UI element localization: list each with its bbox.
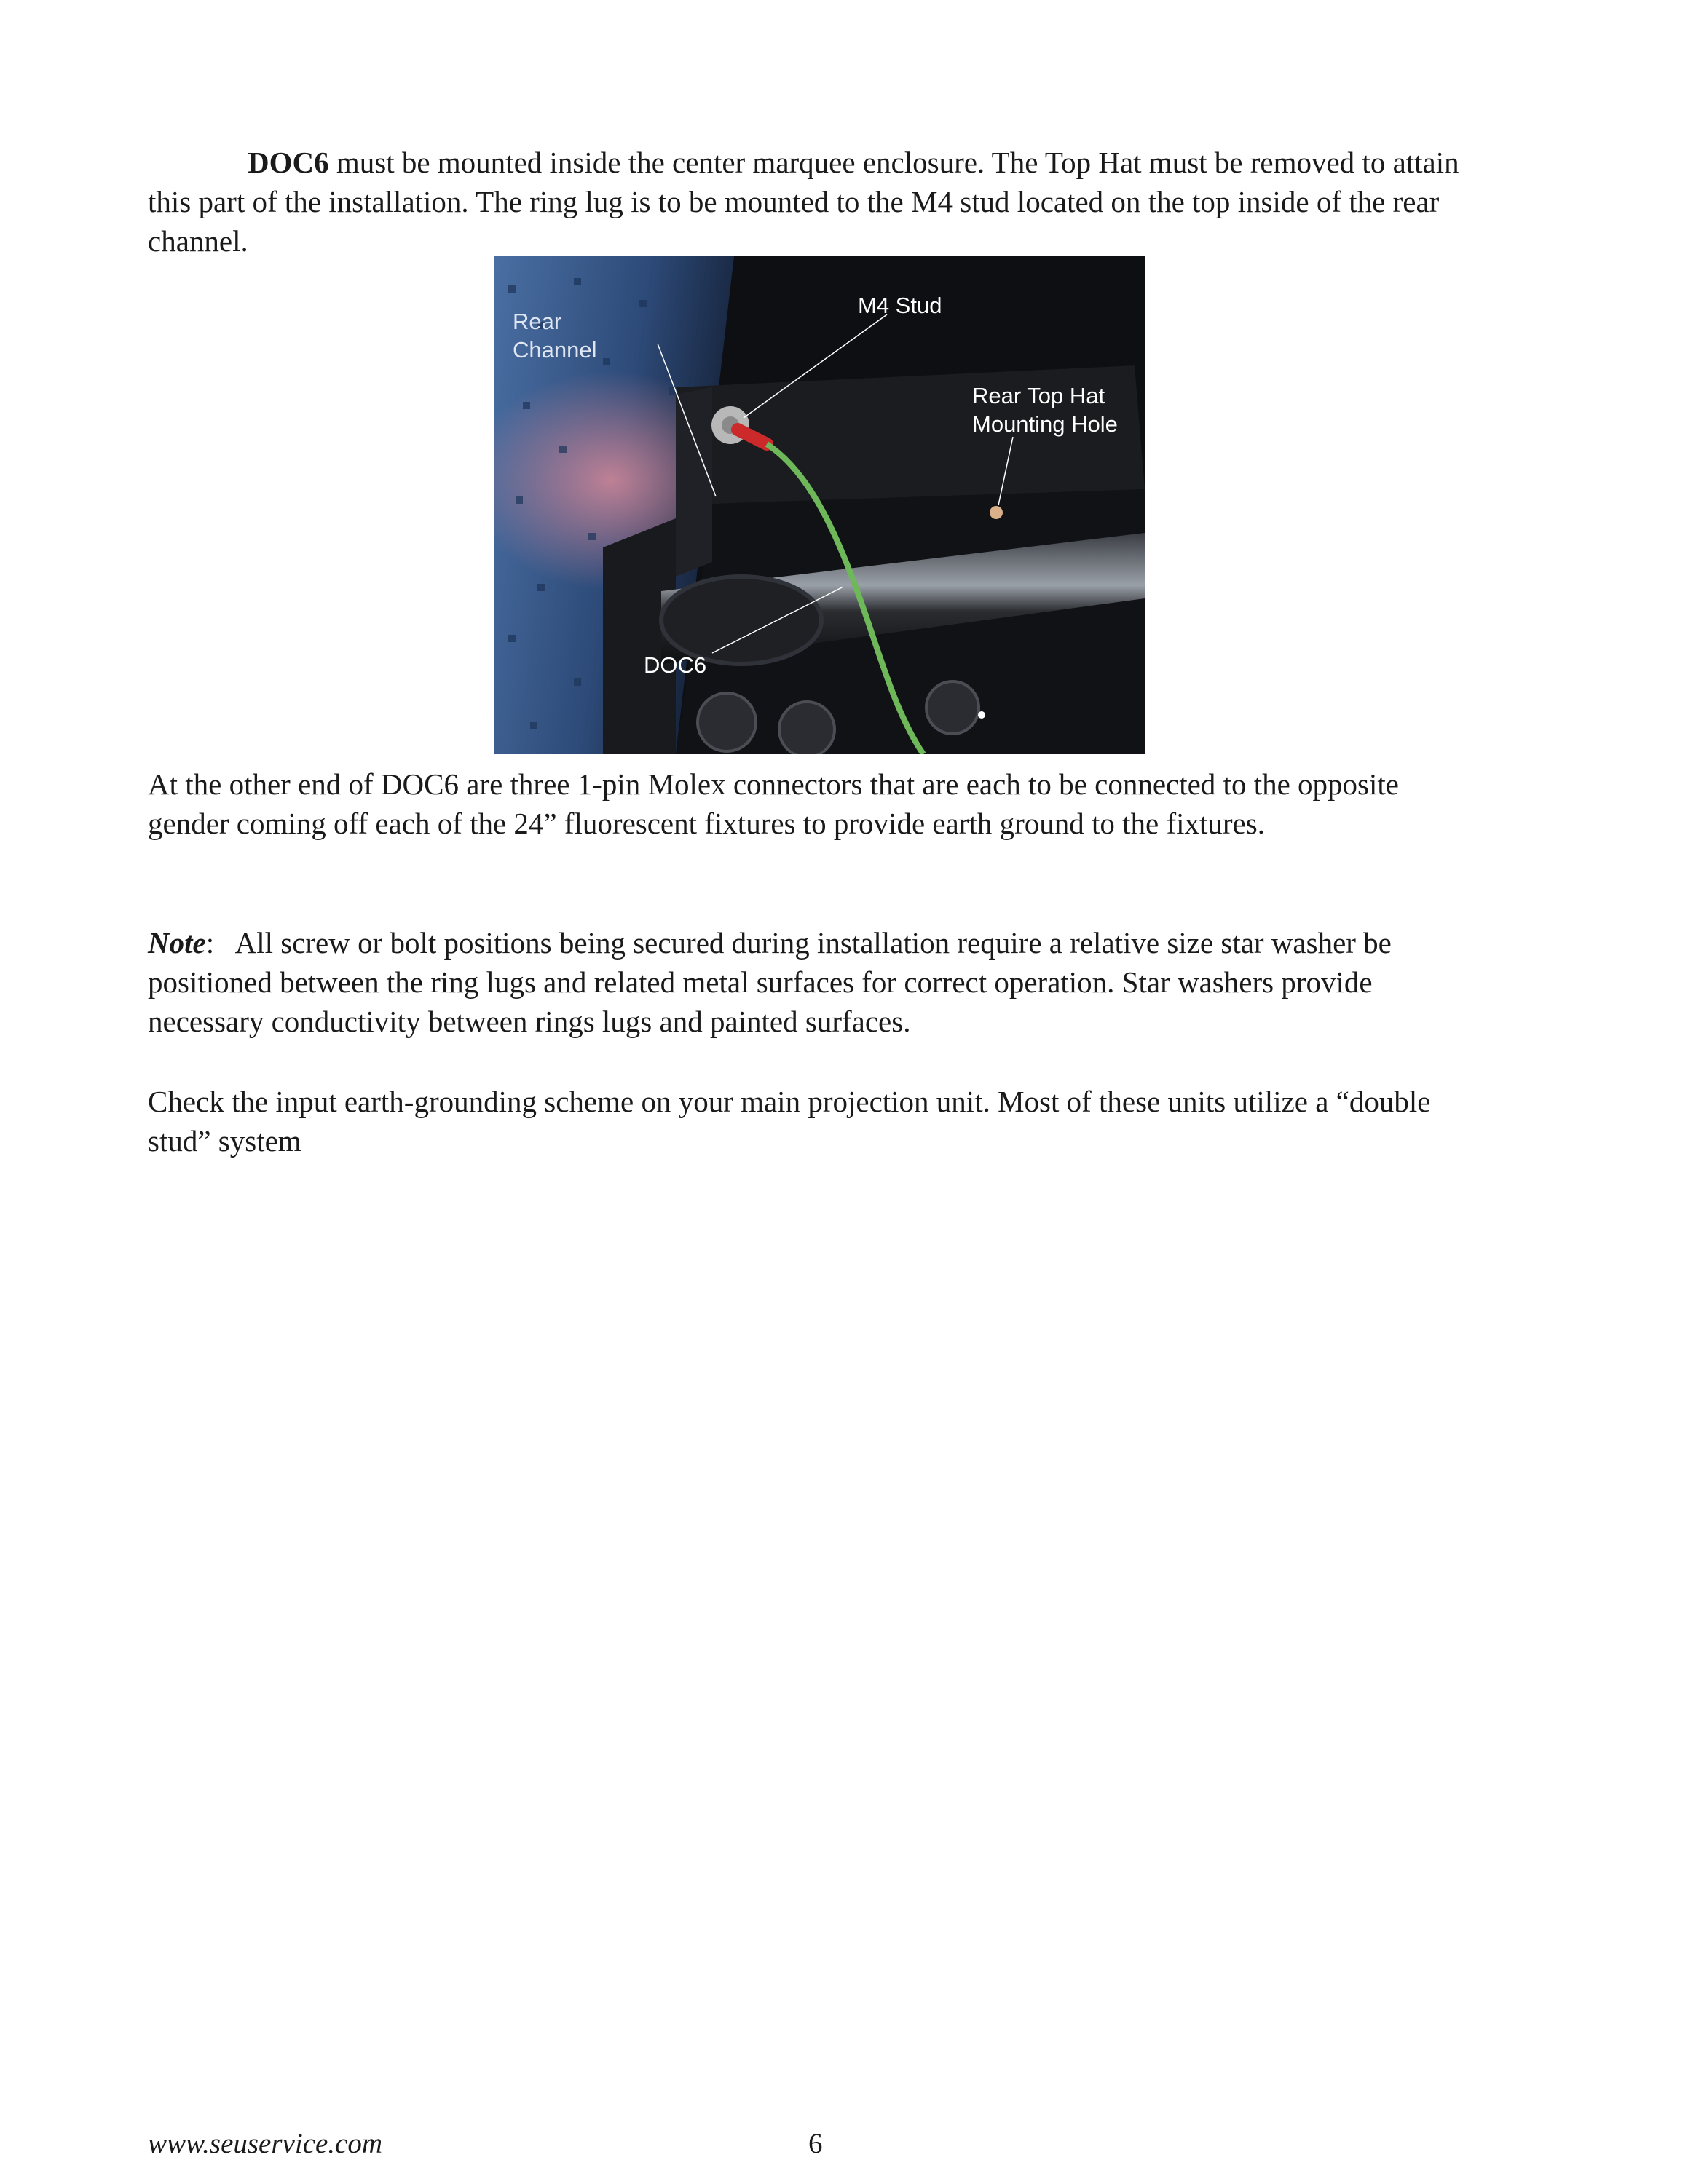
molex-paragraph: At the other end of DOC6 are three 1-pin Molex connectors that are each to be connected to the opposite gender coming off each of the 24” fluorescent fixtures to provide earth ground to the fixtures.: [148, 767, 1399, 840]
note-lead: Note: [148, 926, 206, 960]
intro-paragraph: [148, 143, 1473, 261]
note-paragraph: [148, 923, 1473, 1041]
mounting-hole-label-line2: Mounting Hole: [972, 411, 1118, 437]
m4-stud-label-text: M4 Stud: [858, 293, 942, 318]
doc6-photo-label-text: DOC6: [644, 652, 707, 678]
installation-photo: [494, 256, 1145, 754]
doc6-photo-label: [644, 651, 706, 679]
mounting-hole-label-line1: Rear Top Hat: [972, 383, 1105, 408]
rear-channel-label: [513, 307, 596, 364]
doc6-bold-term: DOC6: [248, 146, 329, 179]
rear-channel-label-line2: Channel: [513, 337, 597, 363]
m4-stud-label: [858, 291, 942, 320]
intro-text: must be mounted inside the center marquee enclosure. The Top Hat must be removed to attain this part of the installation. The ring lug is to be mounted to the M4 stud located on the top inside of the rear channel.: [148, 146, 1459, 258]
note-text: All screw or bolt positions being secured during installation require a relative size star washer be positioned between the ring lugs and related metal surfaces for correct operation. Star washers provide necessary conductivity between rings lugs and painted surfaces.: [148, 926, 1400, 1038]
rear-channel-label-line1: Rear: [513, 309, 562, 334]
grounding-paragraph: Check the input earth-grounding scheme on your main projection unit. Most of these units utilize a “double stud” system: [148, 1085, 1431, 1158]
footer-url: www.seuservice.com: [148, 2128, 383, 2159]
mounting-hole-label: [972, 381, 1118, 438]
note-colon: :: [205, 926, 215, 960]
page-number: 6: [808, 2128, 823, 2159]
